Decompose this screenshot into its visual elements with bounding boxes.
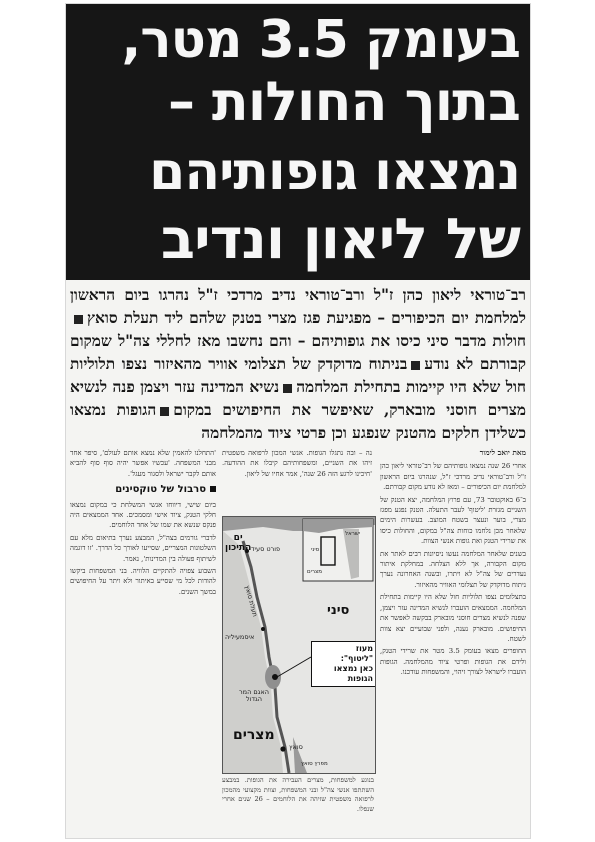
square-bullet-icon xyxy=(411,361,420,370)
headline-line-3: נמצאו גופותיהם xyxy=(149,142,520,202)
body-paragraph: נה – ובה נתגלו הגופות. אנשי המכון לרפואה משפטית זיהו את השניים, ומשפחותיהם קיבלו את ההודעה. 'חיכינו לרגע הזה 26 שנה', אמר אחיו של ליאון. xyxy=(222,449,372,478)
label-gulf-of-suez: מפרץ סואץ xyxy=(301,761,328,767)
square-bullet-icon xyxy=(74,315,83,324)
label-sinai: סיני xyxy=(327,603,350,618)
body-paragraph: ב־6 באוקטובר 73, עם פרוץ המלחמה, יצא הטנק של השניים מגזרת 'ליטוף' לעבר התעלה. הטנק נפגע מפגז מצרי, בוער ונעצר בשטח המוצב. בעשרות הימים שלאחר מכן נלחמו כוחות צה"ל במקום, והחולות כיסו את שרידי הטנק ואת גופות אנשי הצוות. xyxy=(380,495,526,546)
callout-line-2: הגופות xyxy=(347,674,373,683)
body-paragraph: לדברי גורמים בצה"ל, המבצע נערך בתיאום מלא עם השלטונות המצריים, שסייעו לאורך כל הדרך. 'זו דוגמה לשיתוף פעולה בין המדינות', נאמר. xyxy=(70,533,216,563)
body-paragraph: השבוע צפויה להתקיים הלוויה. בני המשפחות ביקשו להודות לכל מי שסייע באיתור ולא ויתר על החיפושים במשך השנים. xyxy=(70,567,216,596)
headline-line-4: של ליאון ונדיב xyxy=(160,207,520,272)
lead-text-3: בניתוח מדוקדק של תצלומי אוויר מהאיזור נצפו תלוליות חול שלא היו קיימות בתחילת המלחמה xyxy=(70,355,526,396)
label-suez: סואץ xyxy=(289,743,303,751)
label-israel-inset: ישראל xyxy=(345,531,361,537)
article-column-left xyxy=(70,448,216,834)
headline-line-1: בעומק 3.5 מטר, xyxy=(121,10,520,70)
square-bullet-icon xyxy=(160,407,169,416)
headline-box xyxy=(66,4,530,280)
callout-leader-line xyxy=(277,657,311,677)
headline-line-2: בתוך החולות – xyxy=(168,70,520,133)
subhead-text: סרבול של טוקסינים xyxy=(115,484,206,496)
newspaper-clipping xyxy=(66,4,530,838)
square-bullet-icon xyxy=(283,384,292,393)
byline: מאת יואב לימור xyxy=(479,448,526,457)
sinai-map xyxy=(222,516,376,774)
body-paragraph: בתצלומים נצפו תלוליות חול שלא היו קיימות בתחילת המלחמה. הממצאים הועברו לנשיא המדינה עזר ויצמן, שפנה לנשיא מצרים חוסני מובארק בבקשה לאפשר את החיפושים. מובארק נענה, ולפני שבועיים יצא צוות לשטח. xyxy=(380,593,526,643)
lead-text-5: הגופות נמצאו כשלידן חלקים מהטנק שנפגע וכן פרטי ציוד מהמלחמה xyxy=(70,401,526,442)
site-callout xyxy=(311,641,376,687)
label-port-said: פורט סעיד xyxy=(251,545,281,553)
label-egypt: מצרים xyxy=(233,727,275,743)
callout-title: מעוז xyxy=(355,644,373,653)
body-paragraph: ביום שישי, דיווחו אנשי המשלחת כי במקום נמצאו חלקי הטנק, ציוד אישי ומסמכים. אחד הממצאים היה פנקס שנשא את שמו של אחד הלוחמים. xyxy=(70,500,216,530)
label-ismailia: איסמעיליה xyxy=(225,633,255,641)
label-bitter-lake: האגם המר הגדול xyxy=(239,688,269,703)
label-egypt-inset: מצרים xyxy=(307,569,322,575)
ismailia-dot xyxy=(261,627,265,631)
article-column-middle-top xyxy=(222,448,372,512)
square-bullet-icon xyxy=(210,486,216,492)
section-subhead xyxy=(70,485,216,495)
label-mediterranean: ים התיכון xyxy=(225,533,252,553)
callout-line-1: כאן נמצאו xyxy=(333,664,373,673)
lead-text-1: רב־טוראי ליאון כהן ז"ל ורב־טוראי נדיב מרדכי ז"ל נהרגו ביום הראשון למלחמת יום הכיפורים – מפגיעת פגז מצרי בטנק שלהם ליד תעלת סואץ xyxy=(70,286,526,327)
map-caption: בנוגע למשפחות, מצרים העבירה את הגופות. במבצע השתתפו אנשי צה"ל ובני המשפחות, וצוות מקצועי מהמכון לרפואה משפטית שזיהה את הלוחמים – 26 שנים אחרי שנפלו. xyxy=(222,776,374,813)
lead-text-2: חולות מדבר סיני כיסו את גופותיהם – והם נחשבו מאז לחללי צה"ל שמקום קבורתם לא נודע xyxy=(70,332,527,373)
body-paragraph: בשנים שלאחר המלחמה נעשו ניסיונות רבים לאתר את מקום הקבורה, אך ללא הצלחה. במחלקת איתור נעדרים של צה"ל לא ויתרו, ובשנה האחרונה נערך ניתוח מדוקדק של תצלומי האוויר מהאיזור. xyxy=(380,549,526,589)
label-suez-canal: תעלת סואץ xyxy=(243,584,260,618)
body-paragraph: 'התחלנו להאמין שלא נמצא אותם לעולם', סיפר אחד מבני המשפחה. 'עכשיו אפשר יהיה סוף סוף להביא אותם לקבר ישראל ולסגור מעגל'. xyxy=(70,449,216,478)
label-sinai-inset: סיני xyxy=(311,547,320,553)
body-paragraph: החופרים מצאו בעומק 3.5 מטר את שרידי הטנק, ולידם את הגופות ופרטי ציוד מהמלחמה. הגופות הועברו לישראל לצורך זיהוי, והמשפחות עודכנו. xyxy=(380,647,526,677)
suez-city-dot xyxy=(280,746,285,751)
lead-text-4: נשיא המדינה עזר ויצמן פנה לנשיא מצרים חוסני מובארק, שאיפשר את החיפושים במקום xyxy=(70,378,527,419)
article-column-right xyxy=(380,448,526,834)
callout-name: "ליטוף": xyxy=(340,654,373,663)
lead-paragraph xyxy=(70,284,526,445)
body-paragraph: אחרי 26 שנה נמצאו גופותיהם של רב־טוראי ליאון כהן ז"ל ורב־טוראי נדיב מרדכי ז"ל, שנהרגו ביום הראשון למלחמת יום הכיפורים – ומאז לא נודע מקום קבורתם. xyxy=(380,462,526,492)
